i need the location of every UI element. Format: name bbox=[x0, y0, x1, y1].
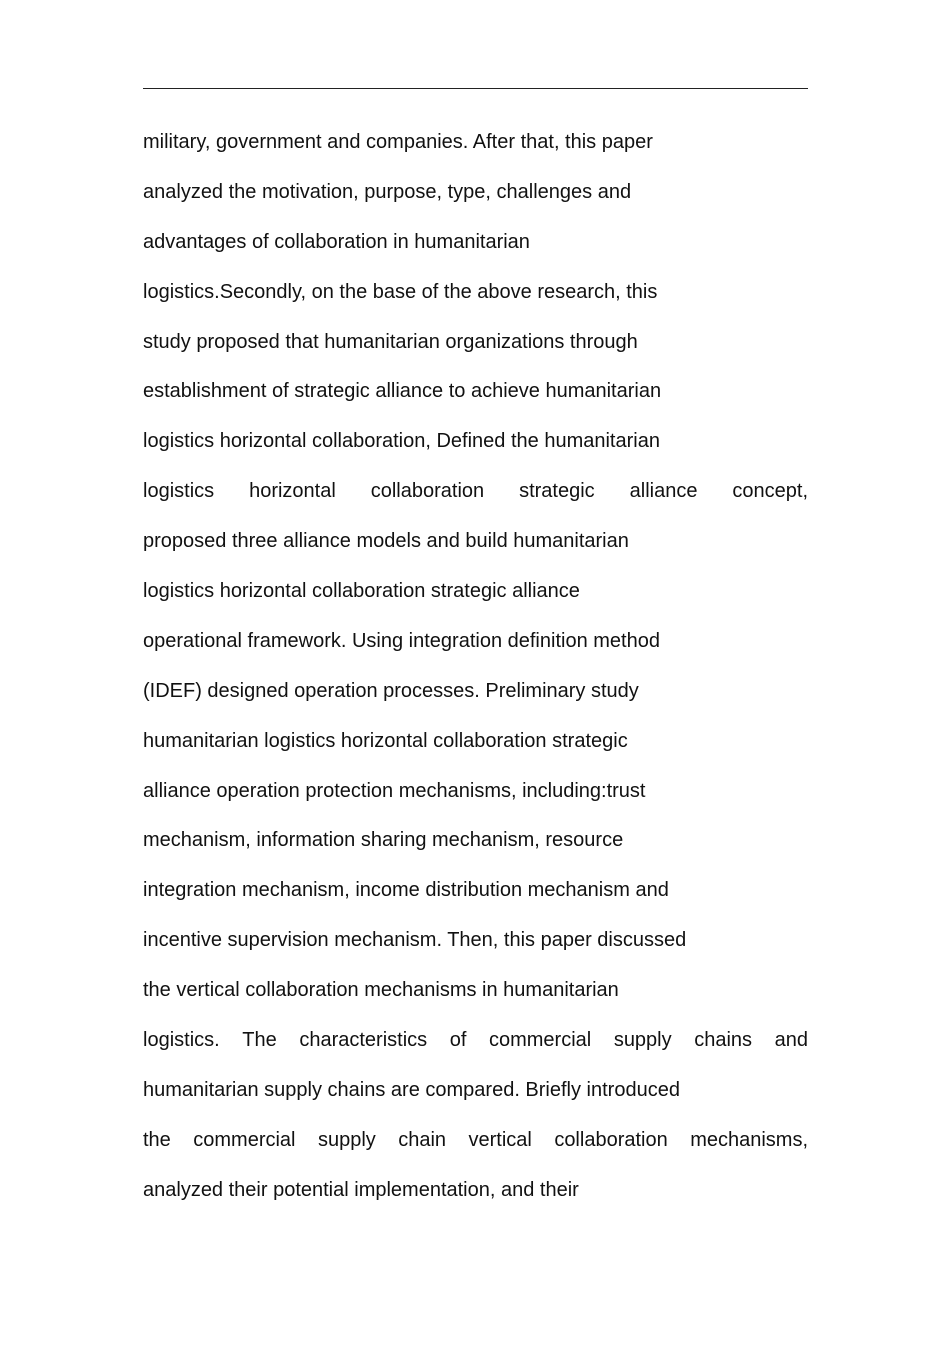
text-word: logistics. bbox=[143, 1029, 220, 1052]
text-line: humanitarian logistics horizontal collaboration strategic bbox=[143, 729, 628, 752]
text-word: and bbox=[774, 1029, 808, 1052]
text-line: logistics horizontal collaboration, Defined the humanitarian bbox=[143, 430, 660, 453]
text-line: mechanism, information sharing mechanism, resource bbox=[143, 829, 624, 852]
text-line bbox=[143, 1128, 808, 1178]
text-line: logistics.Secondly, on the base of the above research, this bbox=[143, 280, 658, 303]
text-word: mechanisms, bbox=[690, 1128, 808, 1151]
text-word: characteristics bbox=[299, 1029, 428, 1052]
text-line: advantages of collaboration in humanitarian bbox=[143, 230, 530, 253]
text-line: integration mechanism, income distribution mechanism and bbox=[143, 879, 669, 902]
text-line: proposed three alliance models and build humanitarian bbox=[143, 530, 629, 553]
text-line bbox=[143, 479, 808, 529]
text-line: (IDEF) designed operation processes. Preliminary study bbox=[143, 679, 639, 702]
text-line: operational framework. Using integration definition method bbox=[143, 629, 660, 652]
text-line: military, government and companies. After that, this paper bbox=[143, 131, 653, 153]
text-line: humanitarian supply chains are compared. Briefly introduced bbox=[143, 1078, 680, 1101]
text-word: vertical bbox=[468, 1128, 532, 1151]
text-line: incentive supervision mechanism. Then, this paper discussed bbox=[143, 929, 687, 952]
text-word: alliance bbox=[629, 480, 698, 503]
text-word: commercial bbox=[488, 1029, 592, 1052]
text-word: chains bbox=[694, 1029, 753, 1052]
text-word: supply bbox=[317, 1128, 376, 1151]
text-line: the vertical collaboration mechanisms in humanitarian bbox=[143, 979, 619, 1002]
body-text bbox=[143, 130, 808, 1228]
text-word: logistics bbox=[143, 480, 215, 503]
text-line: analyzed the motivation, purpose, type, challenges and bbox=[143, 180, 632, 203]
text-word: chain bbox=[398, 1128, 447, 1151]
text-line: analyzed their potential implementation, and their bbox=[143, 1178, 579, 1201]
text-word: collaboration bbox=[554, 1128, 668, 1151]
header-rule bbox=[143, 88, 808, 89]
text-line: logistics horizontal collaboration strategic alliance bbox=[143, 580, 580, 603]
text-line: alliance operation protection mechanisms, including:trust bbox=[143, 779, 646, 802]
text-word: supply bbox=[613, 1029, 672, 1052]
text-word: horizontal bbox=[249, 480, 336, 503]
text-word: the bbox=[143, 1128, 171, 1151]
text-word: strategic bbox=[519, 480, 595, 503]
text-word: collaboration bbox=[370, 480, 485, 503]
text-line: establishment of strategic alliance to achieve humanitarian bbox=[143, 380, 662, 403]
text-word: concept, bbox=[732, 480, 808, 503]
text-word: of bbox=[449, 1029, 467, 1052]
text-word: The bbox=[242, 1029, 277, 1052]
text-word: commercial bbox=[193, 1128, 296, 1151]
text-line bbox=[143, 1028, 808, 1078]
text-line: study proposed that humanitarian organizations through bbox=[143, 330, 638, 353]
